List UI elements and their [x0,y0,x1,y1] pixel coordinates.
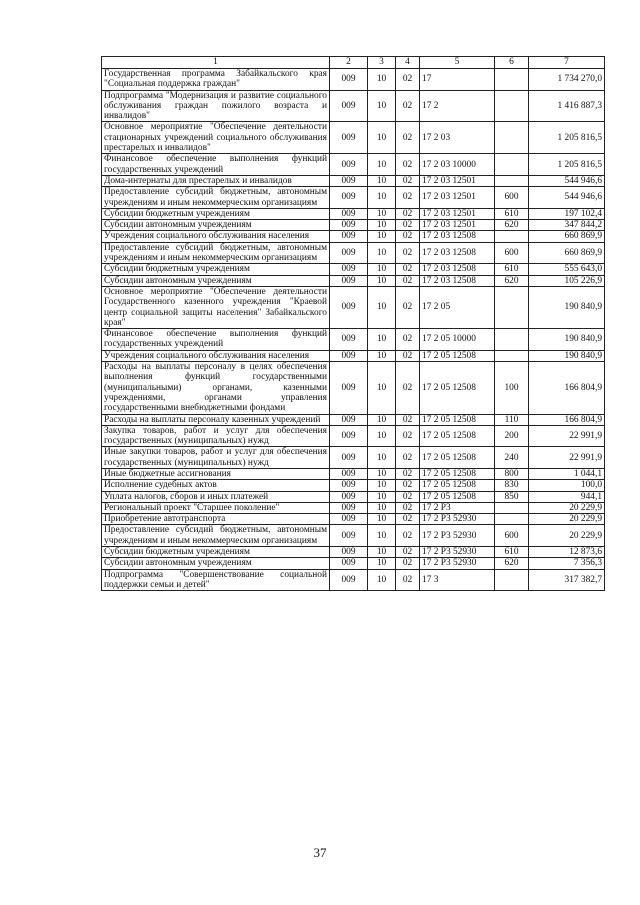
section-code-cell: 10 [368,414,396,425]
item-name-cell: Предоставление субсидий бюджетным, автономным учреждениям и иным некоммерческим организациям [102,187,330,209]
table-row [102,447,605,469]
target-article-cell: 17 2 05 12508 [420,480,495,491]
table-row [102,491,605,502]
item-name-cell: Региональный проект "Старшее поколение" [102,502,330,513]
target-article-cell: 17 2 05 12508 [420,414,495,425]
amount-cell: 22 991,9 [529,425,605,447]
item-name-cell: Уплата налогов, сборов и иных платежей [102,491,330,502]
subsection-code-cell: 02 [396,447,420,469]
ministry-code-cell: 009 [330,480,368,491]
section-code-cell: 10 [368,220,396,231]
ministry-code-cell: 009 [330,187,368,209]
header-row [102,57,605,69]
expense-type-cell [495,514,529,525]
ministry-code-cell: 009 [330,425,368,447]
subsection-code-cell: 02 [396,425,420,447]
header-cell: 6 [495,57,529,69]
section-code-cell: 10 [368,122,396,154]
amount-cell: 100,0 [529,480,605,491]
section-code-cell: 10 [368,329,396,351]
table-row [102,329,605,351]
table-row [102,175,605,186]
amount-cell: 22 991,9 [529,447,605,469]
table-row [102,362,605,414]
table-row [102,502,605,513]
item-name-cell: Субсидии бюджетным учреждениям [102,264,330,275]
table-row [102,275,605,286]
amount-cell: 7 356,3 [529,558,605,569]
subsection-code-cell: 02 [396,547,420,558]
section-code-cell: 10 [368,175,396,186]
item-name-cell: Закупка товаров, работ и услуг для обеспечения государственных (муниципальных) нужд [102,425,330,447]
subsection-code-cell: 02 [396,264,420,275]
item-name-cell: Расходы на выплаты персоналу казенных учреждений [102,414,330,425]
table-row [102,231,605,242]
amount-cell: 1 734 270,0 [529,69,605,91]
section-code-cell: 10 [368,208,396,219]
item-name-cell: Исполнение судебных актов [102,480,330,491]
amount-cell: 20 229,9 [529,514,605,525]
ministry-code-cell: 009 [330,208,368,219]
item-name-cell: Финансовое обеспечение выполнения функций государственных учреждений [102,329,330,351]
header-cell: 4 [396,57,420,69]
ministry-code-cell: 009 [330,414,368,425]
subsection-code-cell: 02 [396,286,420,328]
subsection-code-cell: 02 [396,69,420,91]
ministry-code-cell: 009 [330,558,368,569]
target-article-cell: 17 2 03 [420,122,495,154]
expense-type-cell: 600 [495,187,529,209]
target-article-cell: 17 2 03 12501 [420,208,495,219]
section-code-cell: 10 [368,350,396,361]
target-article-cell: 17 2 P3 52930 [420,558,495,569]
expense-type-cell: 200 [495,425,529,447]
amount-cell: 660 869,9 [529,231,605,242]
expense-type-cell: 110 [495,414,529,425]
subsection-code-cell: 02 [396,362,420,414]
amount-cell: 347 844,2 [529,220,605,231]
expense-type-cell [495,231,529,242]
expense-type-cell: 610 [495,208,529,219]
expense-type-cell: 830 [495,480,529,491]
amount-cell: 660 869,9 [529,242,605,264]
subsection-code-cell: 02 [396,187,420,209]
section-code-cell: 10 [368,447,396,469]
item-name-cell: Подпрограмма "Модернизация и развитие социального обслуживания граждан пожилого возраста и инвалидов" [102,90,330,122]
ministry-code-cell: 009 [330,362,368,414]
item-name-cell: Предоставление субсидий бюджетным, автономным учреждениям и иным некоммерческим организациям [102,242,330,264]
table-row [102,514,605,525]
target-article-cell: 17 2 03 12501 [420,187,495,209]
amount-cell: 190 840,9 [529,329,605,351]
section-code-cell: 10 [368,362,396,414]
amount-cell: 166 804,9 [529,414,605,425]
header-cell: 2 [330,57,368,69]
item-name-cell: Иные бюджетные ассигнования [102,468,330,479]
item-name-cell: Субсидии автономным учреждениям [102,275,330,286]
subsection-code-cell: 02 [396,514,420,525]
item-name-cell: Иные закупки товаров, работ и услуг для обеспечения государственных (муниципальных) нужд [102,447,330,469]
section-code-cell: 10 [368,187,396,209]
table-row [102,414,605,425]
amount-cell: 105 226,9 [529,275,605,286]
target-article-cell: 17 2 05 [420,286,495,328]
amount-cell: 190 840,9 [529,286,605,328]
target-article-cell: 17 2 05 12508 [420,425,495,447]
item-name-cell: Субсидии автономным учреждениям [102,558,330,569]
amount-cell: 20 229,9 [529,525,605,547]
table-row [102,220,605,231]
table-row [102,525,605,547]
subsection-code-cell: 02 [396,414,420,425]
ministry-code-cell: 009 [330,569,368,591]
section-code-cell: 10 [368,90,396,122]
header-cell: 5 [420,57,495,69]
item-name-cell: Субсидии автономным учреждениям [102,220,330,231]
subsection-code-cell: 02 [396,569,420,591]
amount-cell: 190 840,9 [529,350,605,361]
table-row [102,547,605,558]
target-article-cell: 17 2 05 12508 [420,350,495,361]
table-row [102,558,605,569]
section-code-cell: 10 [368,569,396,591]
table-row [102,350,605,361]
expense-type-cell: 240 [495,447,529,469]
item-name-cell: Учреждения социального обслуживания населения [102,231,330,242]
header-cell: 1 [102,57,330,69]
table-row [102,187,605,209]
target-article-cell: 17 2 05 12508 [420,468,495,479]
amount-cell: 544 946,6 [529,175,605,186]
section-code-cell: 10 [368,468,396,479]
table-row [102,122,605,154]
amount-cell: 1 416 887,3 [529,90,605,122]
table-row [102,69,605,91]
item-name-cell: Субсидии бюджетным учреждениям [102,208,330,219]
expense-type-cell [495,122,529,154]
ministry-code-cell: 009 [330,502,368,513]
expense-type-cell: 620 [495,275,529,286]
target-article-cell: 17 2 03 12508 [420,242,495,264]
subsection-code-cell: 02 [396,525,420,547]
item-name-cell: Субсидии бюджетным учреждениям [102,547,330,558]
expense-type-cell [495,69,529,91]
table-row [102,208,605,219]
target-article-cell: 17 2 05 12508 [420,362,495,414]
subsection-code-cell: 02 [396,502,420,513]
table-row [102,264,605,275]
section-code-cell: 10 [368,425,396,447]
item-name-cell: Основное мероприятие "Обеспечение деятельности стационарных учреждений социального обслуживания престарелых и инвалидов" [102,122,330,154]
target-article-cell: 17 2 03 12508 [420,231,495,242]
item-name-cell: Подпрограмма "Совершенствование социальной поддержки семьи и детей" [102,569,330,591]
subsection-code-cell: 02 [396,154,420,176]
expense-type-cell: 800 [495,468,529,479]
target-article-cell: 17 3 [420,569,495,591]
ministry-code-cell: 009 [330,447,368,469]
expense-type-cell [495,175,529,186]
subsection-code-cell: 02 [396,468,420,479]
target-article-cell: 17 2 03 12508 [420,275,495,286]
expense-type-cell: 100 [495,362,529,414]
section-code-cell: 10 [368,480,396,491]
table-row [102,569,605,591]
target-article-cell: 17 2 03 12501 [420,220,495,231]
expense-type-cell [495,502,529,513]
ministry-code-cell: 009 [330,69,368,91]
amount-cell: 166 804,9 [529,362,605,414]
section-code-cell: 10 [368,514,396,525]
expense-type-cell: 600 [495,525,529,547]
item-name-cell: Расходы на выплаты персоналу в целях обеспечения выполнения функций государственными (муниципальными) органами, казенными учреждениями, органами управления государственными внебюджетными фондами [102,362,330,414]
amount-cell: 1 205 816,5 [529,154,605,176]
table-row [102,425,605,447]
target-article-cell: 17 2 [420,90,495,122]
ministry-code-cell: 009 [330,264,368,275]
ministry-code-cell: 009 [330,468,368,479]
amount-cell: 544 946,6 [529,187,605,209]
page-number: 37 [313,845,327,860]
item-name-cell: Учреждения социального обслуживания населения [102,350,330,361]
subsection-code-cell: 02 [396,329,420,351]
item-name-cell: Основное мероприятие "Обеспечение деятельности Государственного казенного учреждения "Краевой центр социальной защиты населения" Забайкальского края" [102,286,330,328]
table-row [102,468,605,479]
header-cell: 3 [368,57,396,69]
subsection-code-cell: 02 [396,491,420,502]
section-code-cell: 10 [368,502,396,513]
target-article-cell: 17 2 P3 52930 [420,525,495,547]
ministry-code-cell: 009 [330,329,368,351]
budget-table [101,56,605,591]
subsection-code-cell: 02 [396,208,420,219]
expense-type-cell [495,329,529,351]
subsection-code-cell: 02 [396,90,420,122]
target-article-cell: 17 2 P3 [420,502,495,513]
target-article-cell: 17 2 P3 52930 [420,547,495,558]
amount-cell: 317 382,7 [529,569,605,591]
subsection-code-cell: 02 [396,220,420,231]
expense-type-cell: 610 [495,264,529,275]
expense-type-cell [495,350,529,361]
amount-cell: 20 229,9 [529,502,605,513]
section-code-cell: 10 [368,558,396,569]
ministry-code-cell: 009 [330,154,368,176]
ministry-code-cell: 009 [330,90,368,122]
expense-type-cell: 620 [495,558,529,569]
item-name-cell: Государственная программа Забайкальского края "Социальная поддержка граждан" [102,69,330,91]
target-article-cell: 17 2 05 10000 [420,329,495,351]
item-name-cell: Финансовое обеспечение выполнения функций государственных учреждений [102,154,330,176]
amount-cell: 1 205 816,5 [529,122,605,154]
ministry-code-cell: 009 [330,220,368,231]
target-article-cell: 17 2 05 12508 [420,447,495,469]
amount-cell: 555 643,0 [529,264,605,275]
item-name-cell: Дома-интернаты для престарелых и инвалидов [102,175,330,186]
ministry-code-cell: 009 [330,175,368,186]
subsection-code-cell: 02 [396,350,420,361]
subsection-code-cell: 02 [396,122,420,154]
section-code-cell: 10 [368,264,396,275]
expense-type-cell: 610 [495,547,529,558]
subsection-code-cell: 02 [396,558,420,569]
section-code-cell: 10 [368,69,396,91]
amount-cell: 944,1 [529,491,605,502]
table-row [102,90,605,122]
subsection-code-cell: 02 [396,242,420,264]
section-code-cell: 10 [368,525,396,547]
subsection-code-cell: 02 [396,231,420,242]
item-name-cell: Приобретение автотранспорта [102,514,330,525]
target-article-cell: 17 [420,69,495,91]
section-code-cell: 10 [368,231,396,242]
section-code-cell: 10 [368,275,396,286]
ministry-code-cell: 009 [330,547,368,558]
target-article-cell: 17 2 03 12501 [420,175,495,186]
expense-type-cell: 600 [495,242,529,264]
item-name-cell: Предоставление субсидий бюджетным, автономным учреждениям и иным некоммерческим организациям [102,525,330,547]
target-article-cell: 17 2 05 12508 [420,491,495,502]
expense-type-cell [495,154,529,176]
target-article-cell: 17 2 03 12508 [420,264,495,275]
target-article-cell: 17 2 03 10000 [420,154,495,176]
expense-type-cell: 850 [495,491,529,502]
subsection-code-cell: 02 [396,480,420,491]
ministry-code-cell: 009 [330,514,368,525]
ministry-code-cell: 009 [330,275,368,286]
ministry-code-cell: 009 [330,242,368,264]
section-code-cell: 10 [368,286,396,328]
subsection-code-cell: 02 [396,275,420,286]
expense-type-cell [495,286,529,328]
target-article-cell: 17 2 P3 52930 [420,514,495,525]
section-code-cell: 10 [368,154,396,176]
ministry-code-cell: 009 [330,122,368,154]
table-row [102,154,605,176]
ministry-code-cell: 009 [330,525,368,547]
section-code-cell: 10 [368,242,396,264]
table-row [102,286,605,328]
section-code-cell: 10 [368,491,396,502]
amount-cell: 197 102,4 [529,208,605,219]
expense-type-cell: 620 [495,220,529,231]
header-cell: 7 [529,57,605,69]
table-row [102,242,605,264]
subsection-code-cell: 02 [396,175,420,186]
ministry-code-cell: 009 [330,286,368,328]
expense-type-cell [495,569,529,591]
amount-cell: 12 873,6 [529,547,605,558]
ministry-code-cell: 009 [330,350,368,361]
amount-cell: 1 044,1 [529,468,605,479]
ministry-code-cell: 009 [330,491,368,502]
expense-type-cell [495,90,529,122]
section-code-cell: 10 [368,547,396,558]
ministry-code-cell: 009 [330,231,368,242]
table-row [102,480,605,491]
